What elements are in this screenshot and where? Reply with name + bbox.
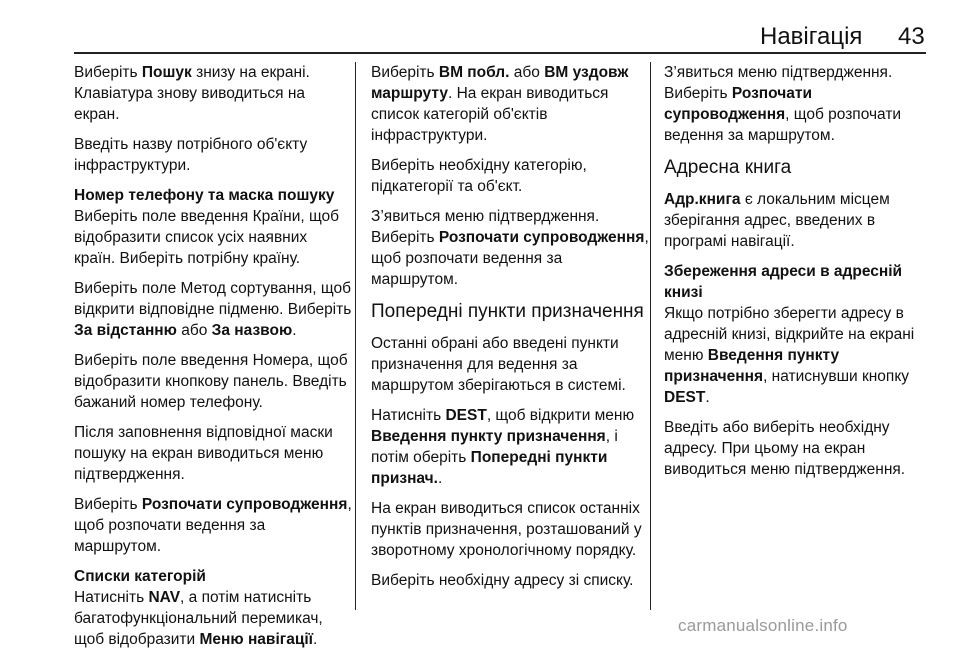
paragraph: Виберіть поле Метод сортування, щоб відкрити відповідне підменю. Виберіть За відстанню або За назвою. [74,280,352,339]
paragraph: Після заповнення відповідної маски пошуку на екран виводиться меню підтвердження. [74,424,333,483]
paragraph: З’явиться меню підтвердження. Виберіть Розпочати супроводження, щоб розпочати ведення за маршрутом. [664,64,902,144]
section-heading: Адресна книга [664,157,792,178]
subheading: Номер телефону та маска пошуку [74,187,335,204]
paragraph: Адр.книга є локальним місцем зберігання адрес, введених в програмі навігації. [664,191,890,250]
watermark: carmanualsonline.info [678,616,848,635]
paragraph: Останні обрані або введені пункти призначення для ведення за маршрутом зберігаються в системі. [371,335,626,394]
paragraph: На екран виводиться список останніх пунктів призначення, розташований у зворотному хронологічному порядку. [371,500,642,559]
paragraph: Виберіть необхідну категорію, підкатегорії та об'єкт. [371,157,587,195]
column-divider-2 [650,62,651,610]
page-title: Навігація [760,23,863,50]
column-divider-1 [355,62,356,610]
paragraph: Виберіть ВМ побл. або ВМ уздовж маршруту. На екран виводиться список категорій об'єктів інфраструктури. [371,64,629,144]
paragraph: Виберіть необхідну адресу зі списку. [371,572,634,589]
paragraph: Введіть назву потрібного об'єкту інфраструктури. [74,136,308,174]
paragraph: Виберіть поле введення Номера, щоб відобразити кнопкову панель. Введіть бажаний номер телефону. [74,352,348,411]
column-2 [371,62,649,600]
paragraph: Натисніть DEST, щоб відкрити меню Введення пункту призначення, і потім оберіть Попередні пункти признач.. [371,407,635,487]
page-header [0,0,960,50]
paragraph: Виберіть поле введення Країни, щоб відобразити список усіх наявних країн. Виберіть потрібну країну. [74,208,340,267]
section-heading: Попередні пункти призначення [371,301,644,322]
paragraph: Якщо потрібно зберегти адресу в адресній книзі, відкрийте на екрані меню Введення пункту призначення, натиснувши кнопку DEST. [664,305,915,406]
paragraph: Виберіть Розпочати супроводження, щоб розпочати ведення за маршрутом. [74,496,352,555]
paragraph: Натисніть NAV, а потім натисніть багатофункціональний перемикач, щоб відобразити Меню навігації. [74,589,323,648]
paragraph: З’явиться меню підтвердження. Виберіть Розпочати супроводження, щоб розпочати ведення за маршрутом. [371,208,649,288]
header-divider [74,52,926,54]
column-3 [664,62,926,489]
column-1 [74,62,352,659]
page-number: 43 [898,23,925,50]
paragraph: Введіть або виберіть необхідну адресу. При цьому на екран виводиться меню підтвердження. [664,419,906,478]
subheading: Списки категорій [74,568,206,585]
paragraph: Виберіть Пошук знизу на екрані. Клавіатура знову виводиться на екран. [74,64,310,123]
subheading: Збереження адреси в адресній книзі [664,263,903,301]
